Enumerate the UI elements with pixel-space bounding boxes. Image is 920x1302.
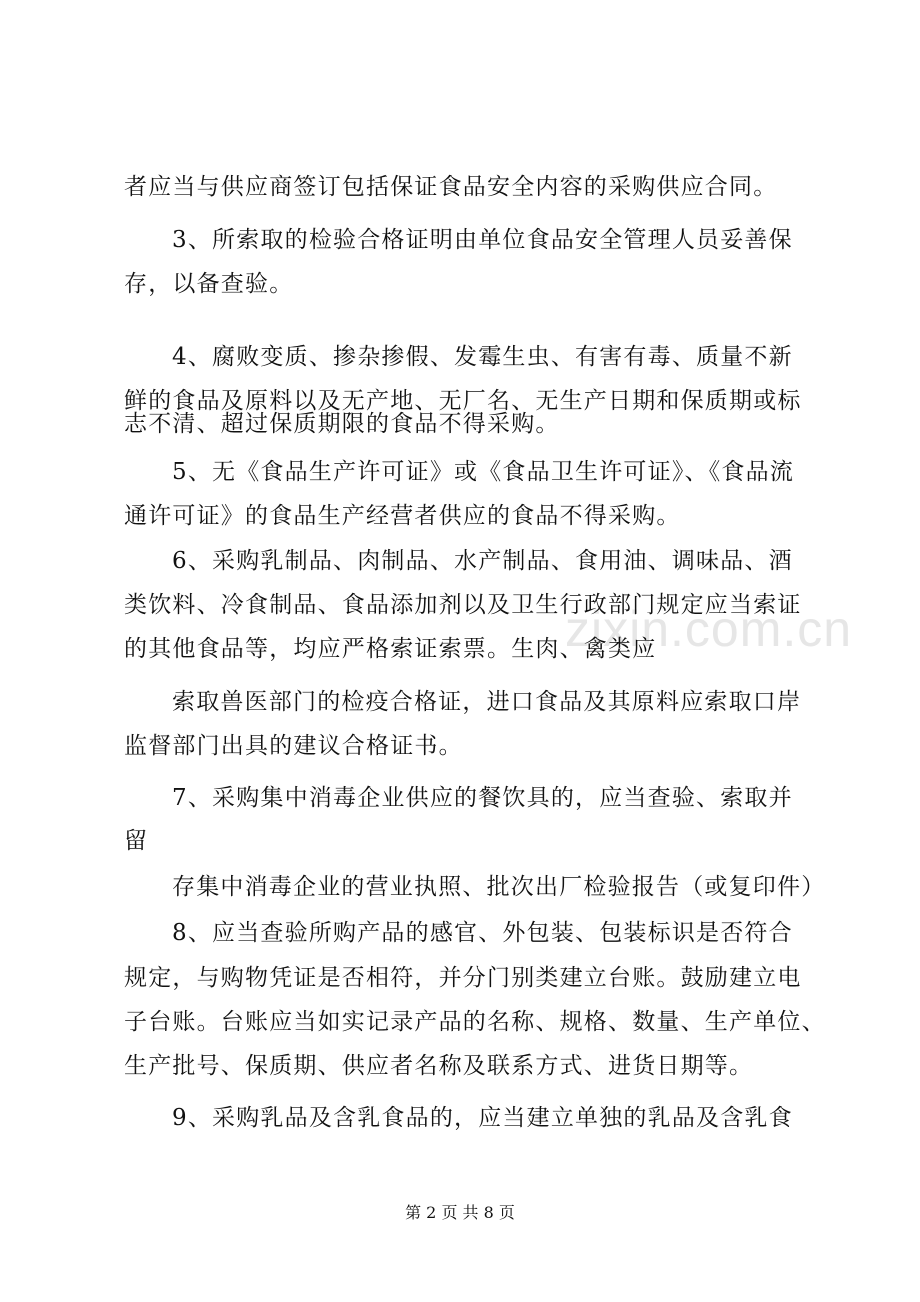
text-line: 留 — [124, 828, 149, 854]
text-line: 存，以备查验。 — [124, 271, 294, 297]
text-line: 4、腐败变质、掺杂掺假、发霉生虫、有害有毒、质量不新 — [172, 344, 793, 370]
text-line: 监督部门出具的建议合格证书。 — [124, 733, 463, 759]
text-line: 3、所索取的检验合格证明由单位食品安全管理人员妥善保 — [172, 227, 793, 253]
text-line: 8、应当查验所购产品的感官、外包装、包装标识是否符合 — [172, 920, 793, 946]
watermark: zixin.com.cn — [565, 601, 853, 657]
text-line: 的其他食品等，均应严格索证索票。生肉、禽类应 — [124, 636, 657, 662]
text-line: 鲜的食品及原料以及无产地、无厂名、无生产日期和保质期或标 — [124, 388, 802, 414]
text-line: 生产批号、保质期、供应者名称及联系方式、进货日期等。 — [124, 1053, 754, 1079]
text-line: 通许可证》的食品生产经营者供应的食品不得采购。 — [124, 503, 681, 529]
text-line: 存集中消毒企业的营业执照、批次出厂检验报告（或复印件） — [172, 874, 826, 900]
text-line: 9、采购乳品及含乳食品的，应当建立单独的乳品及含乳食 — [172, 1105, 793, 1131]
text-line: 索取兽医部门的检疫合格证，进口食品及其原料应索取口岸 — [172, 689, 802, 715]
text-line: 6、采购乳制品、肉制品、水产制品、食用油、调味品、酒 — [172, 548, 793, 574]
text-line: 5、无《食品生产许可证》或《食品卫生许可证》、《食品流 — [172, 459, 795, 485]
text-line: 志不清、超过保质期限的食品不得采购。 — [124, 411, 560, 437]
page-footer: 第 2 页 共 8 页 — [405, 1203, 515, 1222]
text-line: 子台账。台账应当如实记录产品的名称、规格、数量、生产单位、 — [124, 1009, 826, 1035]
text-line: 规定，与购物凭证是否相符，并分门别类建立台账。鼓励建立电 — [124, 965, 802, 991]
text-line: 者应当与供应商签订包括保证食品安全内容的采购供应合同。 — [124, 174, 778, 200]
text-line: 类饮料、冷食制品、食品添加剂以及卫生行政部门规定应当索证 — [124, 592, 802, 618]
text-line: 7、采购集中消毒企业供应的餐饮具的，应当查验、索取并 — [172, 785, 793, 811]
